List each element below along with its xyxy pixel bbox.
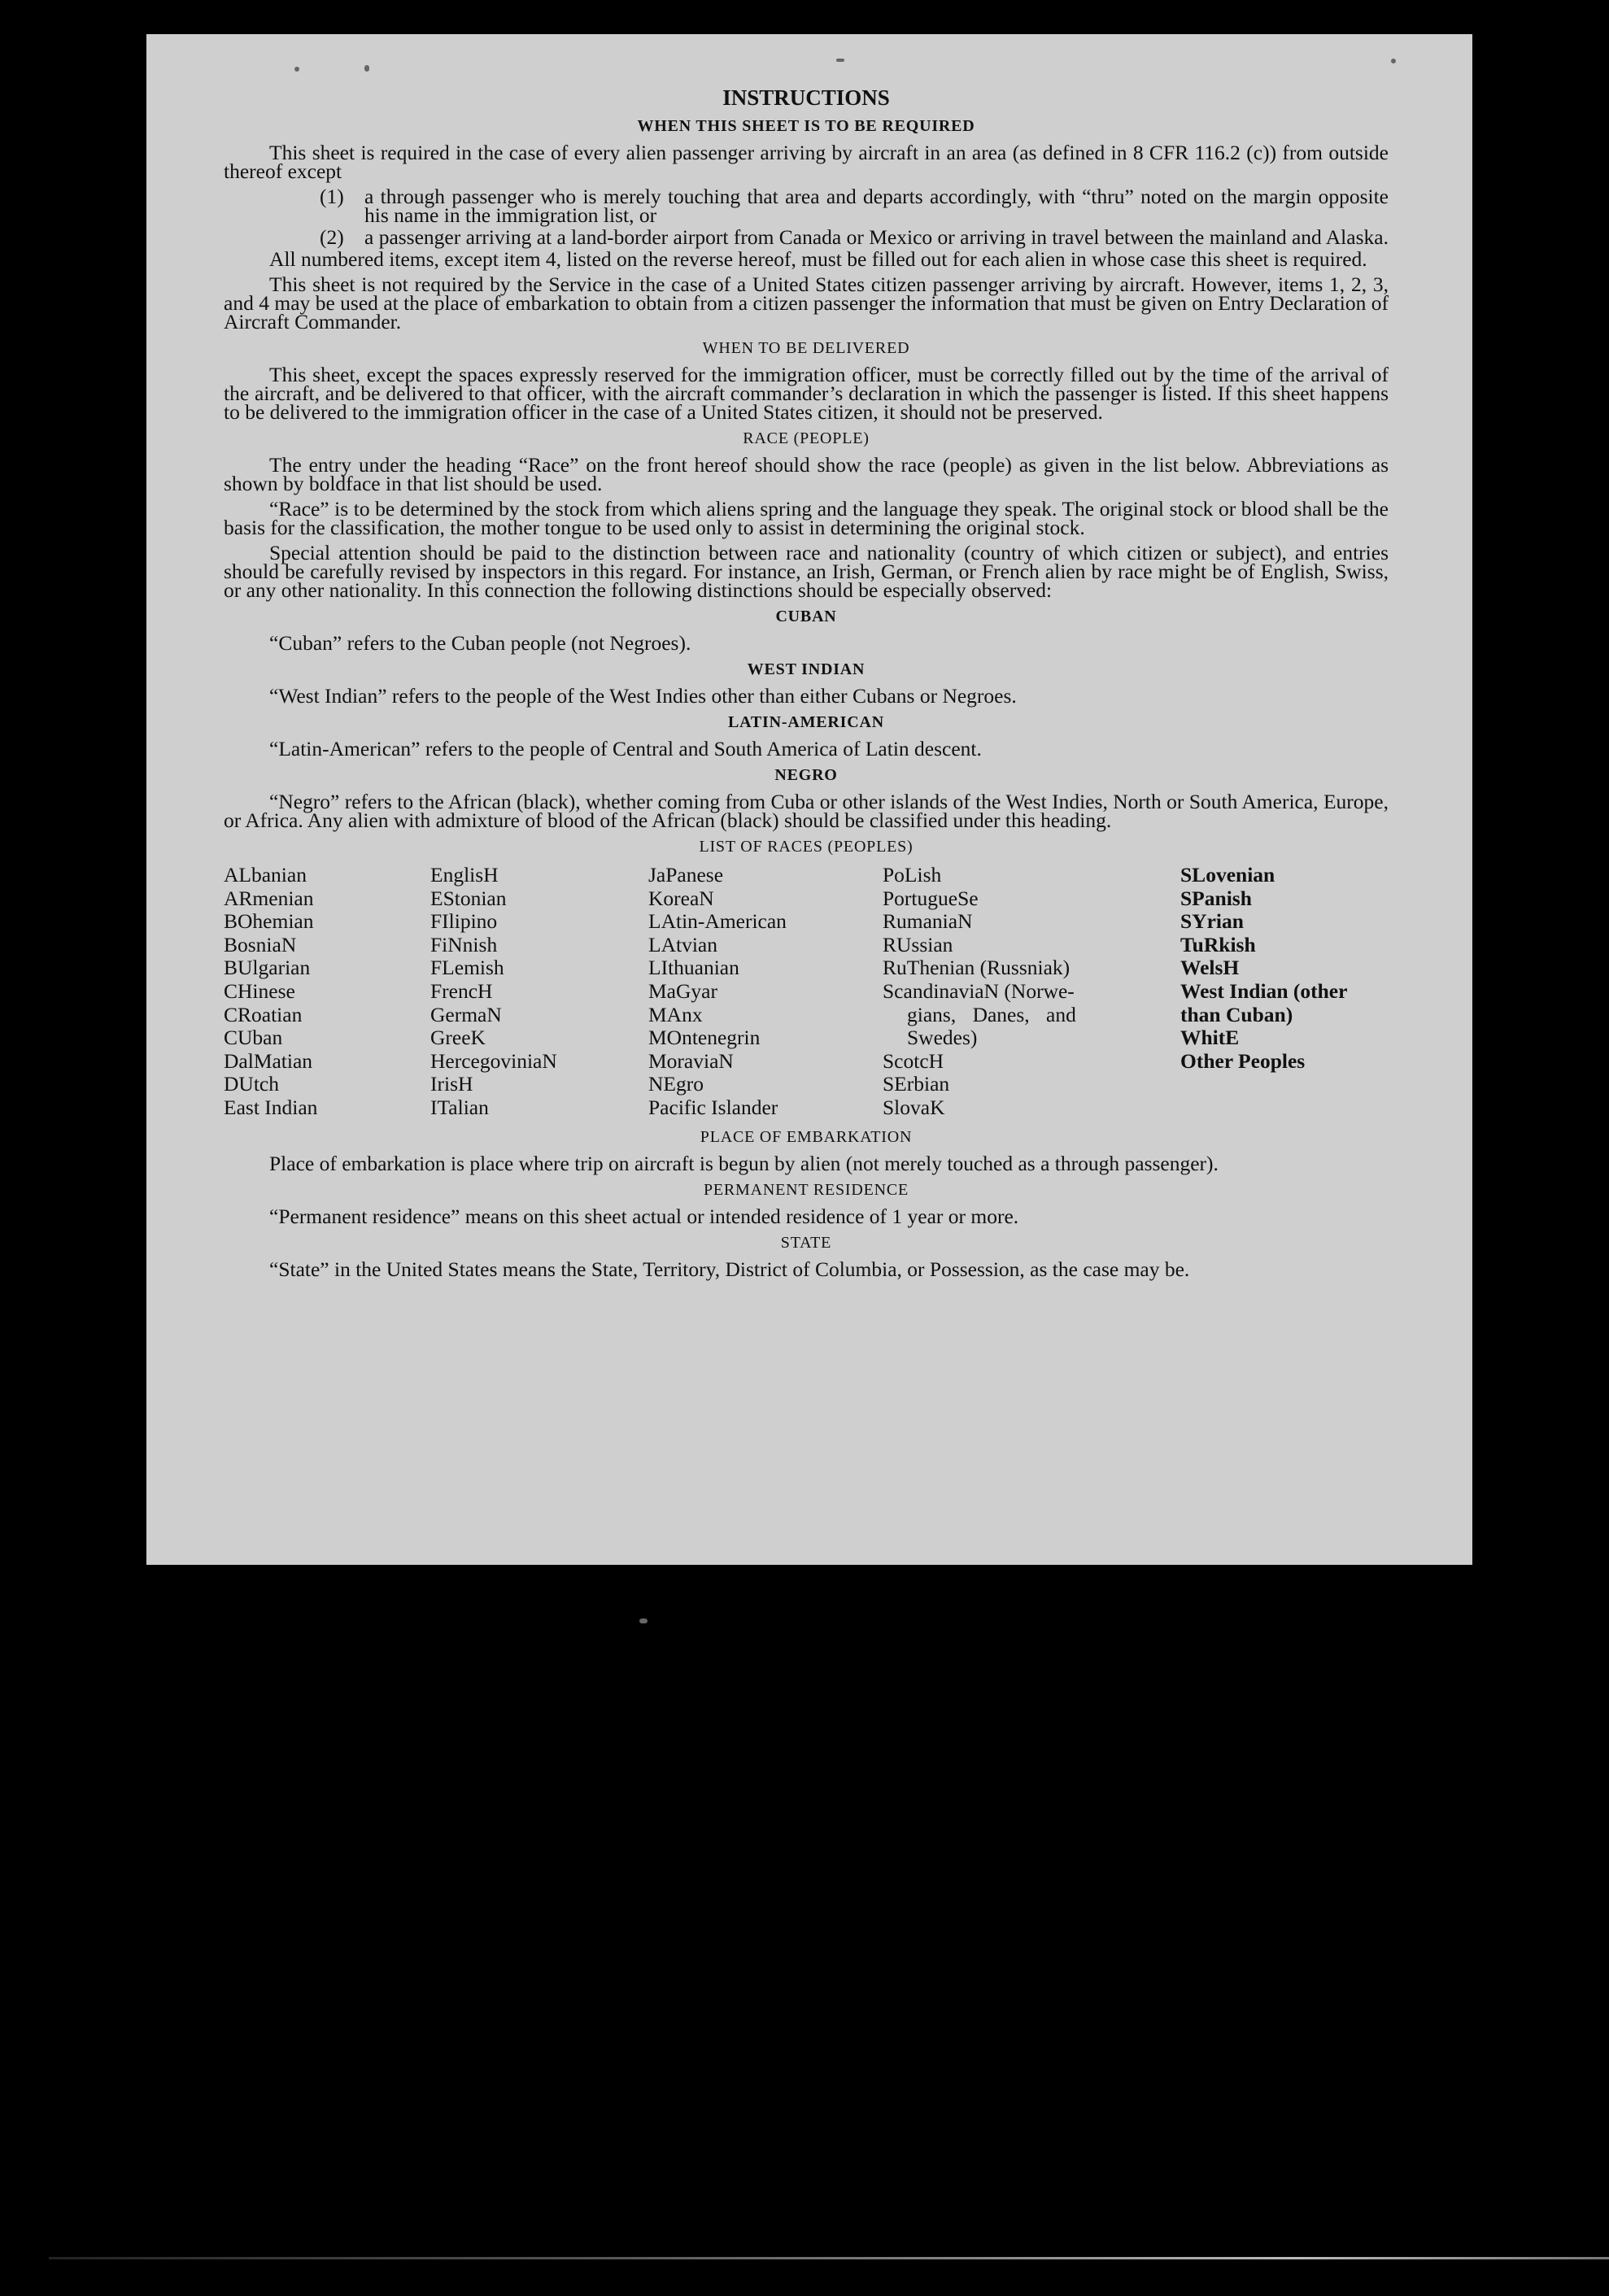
race-entry: ScotcH <box>883 1048 944 1073</box>
heading-when-delivered: WHEN TO BE DELIVERED <box>702 339 910 357</box>
race-entry: NEgro <box>648 1072 704 1096</box>
race-entry: ITalian <box>430 1095 489 1119</box>
race-entry: EnglisH <box>430 863 499 887</box>
race-entry: MoraviaN <box>648 1048 734 1073</box>
race-entry: MOntenegrin <box>648 1026 761 1050</box>
heading-race: RACE (PEOPLE) <box>743 429 870 447</box>
race-entry: FLemish <box>430 956 504 980</box>
race-entry: FiNnish <box>430 932 498 956</box>
race-entry: LIthuanian <box>648 956 739 980</box>
race-entry: PoLish <box>883 863 942 887</box>
paragraph-latin-american: “Latin-American” refers to the people of Central and South America of Latin descent. <box>269 737 982 760</box>
race-entry: RumaniaN <box>883 909 973 934</box>
race-entry: Other Peoples <box>1180 1048 1306 1073</box>
instructions-content <box>224 86 1389 1285</box>
paragraph-west-indian: “West Indian” refers to the people of the West Indies other than either Cubans or Negroes. <box>269 684 1017 708</box>
race-entry: SlovaK <box>883 1095 945 1119</box>
race-entry: WhitE <box>1180 1026 1240 1050</box>
scan-speck <box>364 65 369 72</box>
race-entry: BUlgarian <box>224 956 311 980</box>
heading-state: STATE <box>780 1233 832 1252</box>
scan-edge-line <box>49 2257 1609 2259</box>
race-entry: GermaN <box>430 1002 502 1026</box>
race-entry: than Cuban) <box>1180 1002 1293 1026</box>
race-entry: BosniaN <box>224 932 297 956</box>
race-entry: JaPanese <box>648 863 724 887</box>
list-item-exception-1 <box>224 185 1389 227</box>
race-entry: Swedes) <box>907 1026 978 1050</box>
race-entry: LAtvian <box>648 932 717 956</box>
race-entry: West Indian (other <box>1180 978 1348 1003</box>
paragraph-required-intro: This sheet is required in the case of every alien passenger arriving by aircraft in an area (as defined in 8 CFR 116.2 (c)) from outside thereof except <box>224 141 1389 183</box>
item-text: a through passenger who is merely touching that area and departs accordingly, with “thru” noted on the margin opposite his name in the immigration list, or <box>364 185 1389 227</box>
race-entry: MaGyar <box>648 978 717 1003</box>
races-column-1 <box>224 864 430 1120</box>
heading-cuban: CUBAN <box>775 608 837 625</box>
races-column-3 <box>648 864 883 1120</box>
race-entry: FIlipino <box>430 909 498 934</box>
race-entry: CHinese <box>224 978 295 1003</box>
item-text: a passenger arriving at a land-border airport from Canada or Mexico or arriving in travel between the mainland and Alaska. <box>364 225 1389 249</box>
race-entry: WelsH <box>1180 956 1240 980</box>
race-entry: FrencH <box>430 978 493 1003</box>
item-number: (2) <box>320 225 344 249</box>
race-entry: SErbian <box>883 1072 950 1096</box>
scan-speck <box>836 59 844 62</box>
race-entry: East Indian <box>224 1095 318 1119</box>
race-entry: LAtin-American <box>648 909 787 934</box>
paragraph-citizen-passenger: This sheet is not required by the Service in the case of a United States citizen passenger arriving by aircraft. However, items 1, 2, 3, and 4 may be used at the place of embarkation to obtain from a citizen passenger the information that must be given on Entry Declaration of Aircraft Commander. <box>224 272 1389 333</box>
race-entry: PortugueSe <box>883 886 979 910</box>
paragraph-embarkation: Place of embarkation is place where trip on aircraft is begun by alien (not merely touched as a through passenger). <box>269 1151 1219 1175</box>
race-entry: GreeK <box>430 1026 486 1050</box>
paragraph-negro: “Negro” refers to the African (black), whether coming from Cuba or other islands of the West Indies, North or South America, Europe, or Africa. Any alien with admixture of blood of the African (black) should be classified under this heading. <box>224 790 1389 832</box>
race-entry: ARmenian <box>224 886 314 910</box>
heading-latin-american: LATIN-AMERICAN <box>728 713 884 731</box>
page-title: INSTRUCTIONS <box>722 85 890 110</box>
race-entry: TuRkish <box>1180 932 1256 956</box>
race-entry: ScandinaviaN (Norwe- <box>883 978 1075 1003</box>
race-entry: IrisH <box>430 1072 473 1096</box>
races-column-4 <box>883 864 1180 1120</box>
races-column-5 <box>1180 864 1389 1120</box>
heading-west-indian: WEST INDIAN <box>747 660 866 678</box>
paragraph-race-nationality: Special attention should be paid to the distinction between race and nationality (country of which citizen or subject), and entries should be carefully revised by inspectors in this regard. For instance, an Irish, German, or French alien by race might be of English, Swiss, or any other nationality. In this connection the following distinctions should be especially observed: <box>224 541 1389 602</box>
race-entry: EStonian <box>430 886 507 910</box>
race-entry: CUban <box>224 1026 283 1050</box>
paragraph-delivery: This sheet, except the spaces expressly reserved for the immigration officer, must be correctly filled out by the time of the arrival of the aircraft, and be delivered to that officer, with the aircraft commander’s declaration in which the passenger is listed. If this sheet happens to be delivered to the immigration officer in the case of a United States citizen, it should not be preserved. <box>224 363 1389 424</box>
race-entry: SYrian <box>1180 909 1244 934</box>
paragraph-race-definition: “Race” is to be determined by the stock from which aliens spring and the language they speak. The original stock or blood shall be the basis for the classification, the mother tongue to be used only to assist in determining the original stock. <box>224 497 1389 539</box>
document-page <box>146 34 1472 1565</box>
heading-negro: NEGRO <box>774 766 838 784</box>
race-entry: HercegoviniaN <box>430 1048 557 1073</box>
heading-embarkation: PLACE OF EMBARKATION <box>700 1127 913 1146</box>
heading-list-of-races: LIST OF RACES (PEOPLES) <box>699 838 914 856</box>
item-number: (1) <box>320 185 344 208</box>
race-entry: DalMatian <box>224 1048 313 1073</box>
race-entry: KoreaN <box>648 886 714 910</box>
race-entry: CRoatian <box>224 1002 303 1026</box>
scan-speck <box>639 1619 648 1623</box>
scan-speck <box>294 67 299 72</box>
list-item-exception-2 <box>224 225 1389 249</box>
races-list <box>224 864 1389 1120</box>
race-entry: SPanish <box>1180 886 1252 910</box>
race-entry: MAnx <box>648 1002 703 1026</box>
paragraph-permanent-residence: “Permanent residence” means on this sheet actual or intended residence of 1 year or more. <box>269 1204 1019 1228</box>
race-entry: BOhemian <box>224 909 314 934</box>
race-entry: Pacific Islander <box>648 1095 778 1119</box>
paragraph-cuban: “Cuban” refers to the Cuban people (not Negroes). <box>269 631 691 655</box>
heading-permanent-residence: PERMANENT RESIDENCE <box>703 1180 909 1199</box>
race-entry: SLovenian <box>1180 863 1275 887</box>
race-entry: RuThenian (Russniak) <box>883 956 1070 980</box>
race-entry: DUtch <box>224 1072 279 1096</box>
paragraph-state: “State” in the United States means the State, Territory, District of Columbia, or Possession, as the case may be. <box>269 1257 1190 1281</box>
heading-when-required: WHEN THIS SHEET IS TO BE REQUIRED <box>637 117 975 135</box>
race-entry: gians, Danes, and <box>907 1002 1076 1026</box>
scan-speck <box>1391 59 1396 63</box>
race-entry: ALbanian <box>224 863 307 887</box>
races-column-2 <box>430 864 648 1120</box>
paragraph-numbered-items: All numbered items, except item 4, listed on the reverse hereof, must be filled out for each alien in whose case this sheet is required. <box>269 247 1367 271</box>
race-entry: RUssian <box>883 932 953 956</box>
paragraph-race-entry: The entry under the heading “Race” on the front hereof should show the race (people) as given in the list below. Abbreviations as shown by boldface in that list should be used. <box>224 453 1389 495</box>
